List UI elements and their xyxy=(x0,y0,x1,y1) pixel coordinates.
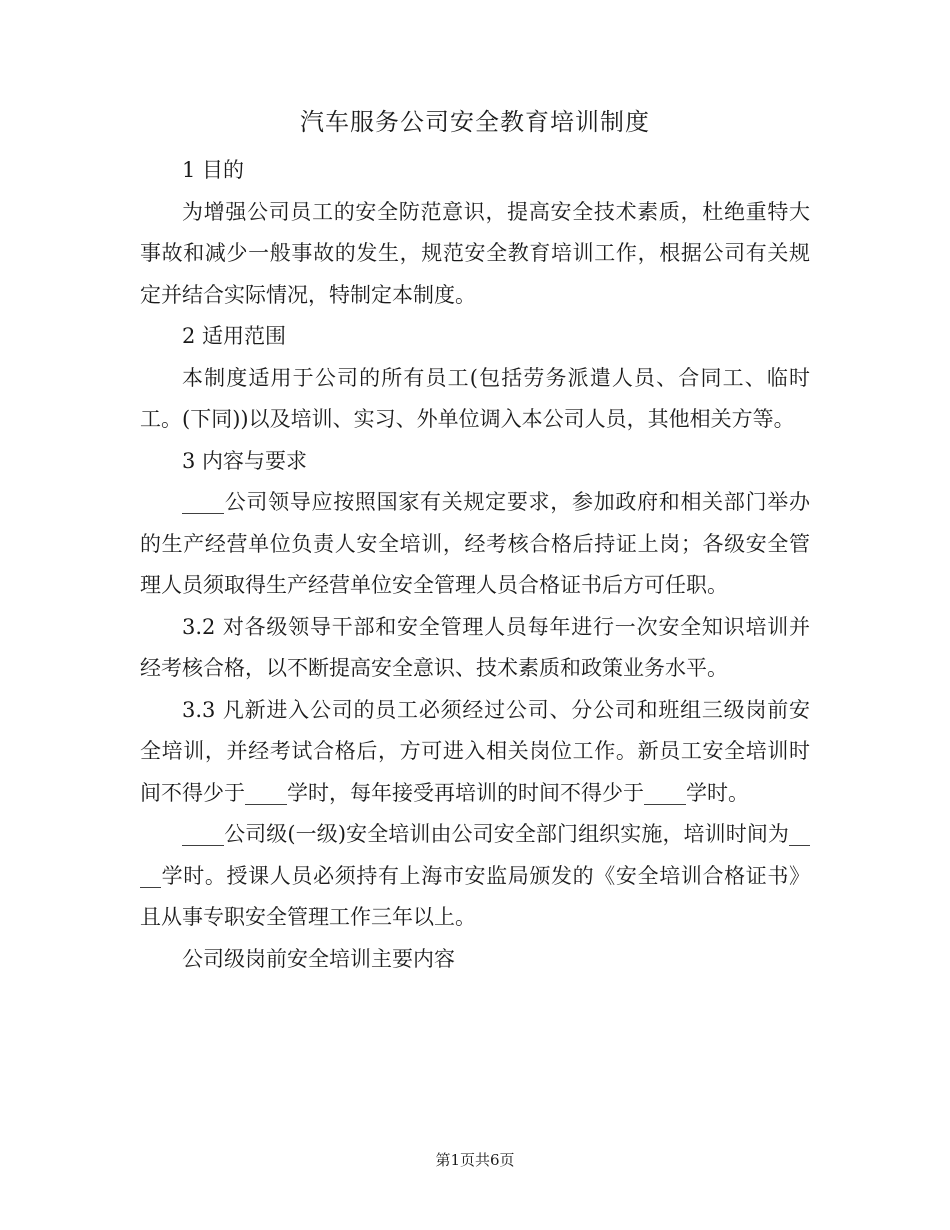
document-title: 汽车服务公司安全教育培训制度 xyxy=(300,108,650,136)
paragraph-training-content-heading: 公司级岗前安全培训主要内容 xyxy=(182,946,455,971)
paragraph-scope: 本制度适用于公司的所有员工(包括劳务派遣人员、合同工、临时工。(下同))以及培训、实习、外单位调入本公司人员，其他相关方等。 xyxy=(140,365,810,431)
paragraph-3-3: 3.3 凡新进入公司的员工必须经过公司、分公司和班组三级岗前安全培训，并经考试合格后，方可进入相关岗位工作。新员工安全培训时间不得少于____学时，每年接受再培训的时间不得少于____学时。 xyxy=(140,697,810,805)
document-body xyxy=(140,150,810,980)
paragraph-company-level-training: ____公司级(一级)安全培训由公司安全部门组织实施，培训时间为____学时。授课人员必须持有上海市安监局颁发的《安全培训合格证书》且从事专职安全管理工作三年以上。 xyxy=(140,822,810,929)
section-heading-purpose: 1 目的 xyxy=(182,158,245,182)
page-footer: 第1页共6页 xyxy=(435,1151,515,1169)
section-heading-scope: 2 适用范围 xyxy=(182,324,287,348)
paragraph-3-2: 3.2 对各级领导干部和安全管理人员每年进行一次安全知识培训并经考核合格，以不断提高安全意识、技术素质和政策业务水平。 xyxy=(140,614,810,680)
section-heading-requirements: 3 内容与要求 xyxy=(182,448,308,473)
paragraph-purpose: 为增强公司员工的安全防范意识，提高安全技术素质，杜绝重特大事故和减少一般事故的发生，规范安全教育培训工作，根据公司有关规定并结合实际情况，特制定本制度。 xyxy=(140,199,810,307)
paragraph-leaders-training: ____公司领导应按照国家有关规定要求，参加政府和相关部门举办的生产经营单位负责人安全培训，经考核合格后持证上岗；各级安全管理人员须取得生产经营单位安全管理人员合格证书后方可任职。 xyxy=(140,490,810,597)
